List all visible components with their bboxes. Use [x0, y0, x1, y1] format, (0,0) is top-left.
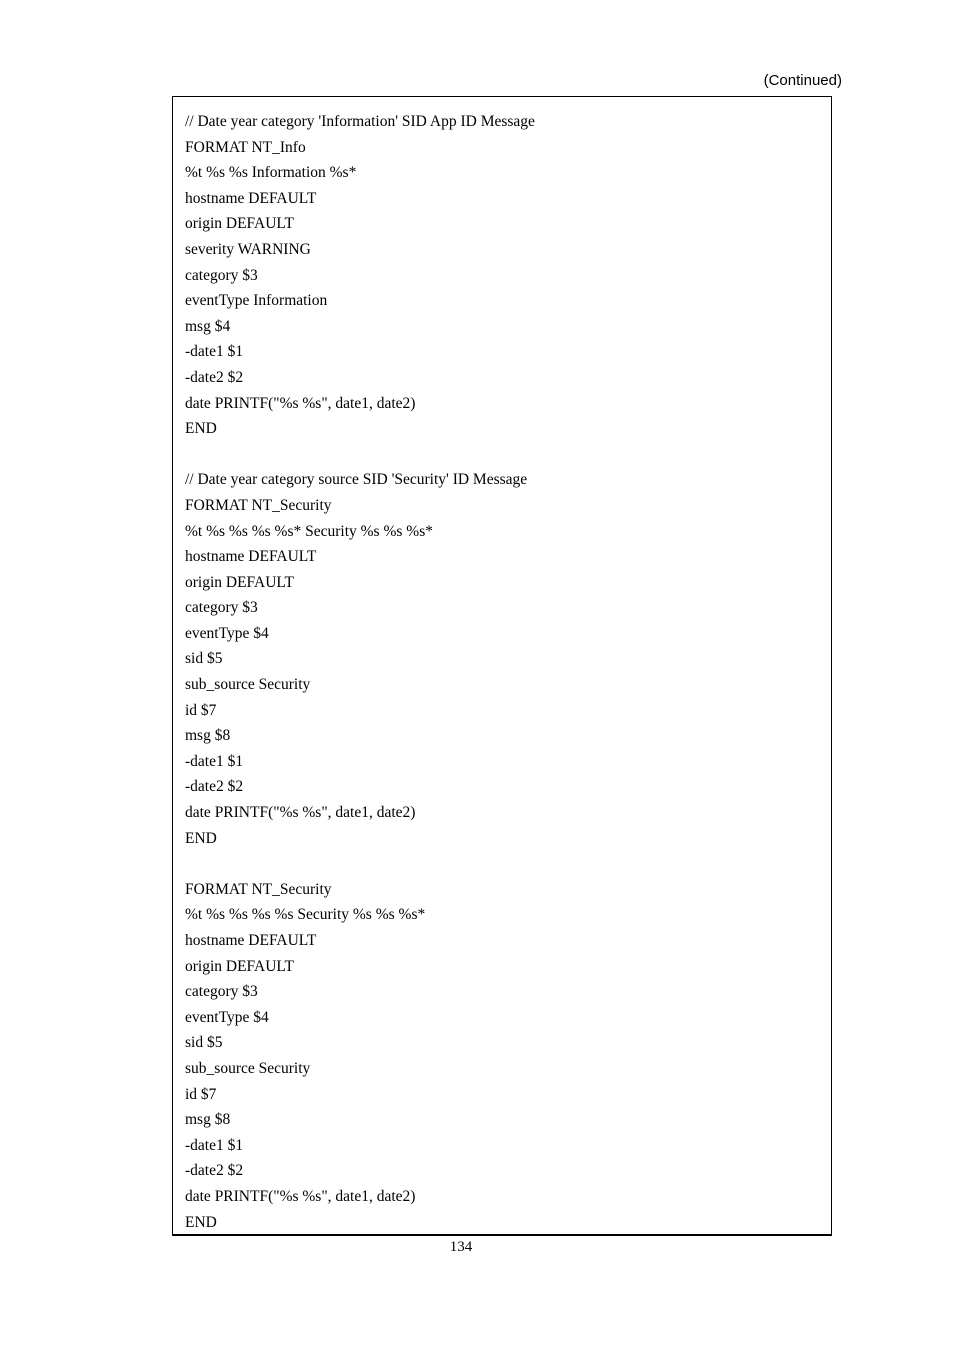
- code-line: -date2 $2: [185, 368, 244, 386]
- code-line: -date2 $2: [185, 1162, 244, 1180]
- code-line: sid $5: [185, 650, 223, 668]
- code-line: eventType $4: [185, 624, 269, 642]
- code-line: END: [185, 1213, 217, 1231]
- code-line: category $3: [185, 266, 258, 284]
- code-line: date PRINTF("%s %s", date1, date2): [185, 804, 416, 822]
- code-line: %t %s %s %s %s Security %s %s %s*: [185, 906, 426, 924]
- code-block: [172, 96, 832, 1236]
- code-line: // Date year category source SID 'Security' ID Message: [185, 471, 528, 489]
- code-line: %t %s %s %s %s* Security %s %s %s*: [185, 522, 433, 540]
- code-line: [185, 851, 535, 877]
- code-line: [185, 442, 535, 468]
- code-line: -date2 $2: [185, 778, 244, 796]
- code-line: FORMAT NT_Security: [185, 496, 332, 514]
- code-line: FORMAT NT_Security: [185, 880, 332, 898]
- code-line: date PRINTF("%s %s", date1, date2): [185, 394, 416, 412]
- code-line: eventType Information: [185, 292, 328, 310]
- code-line: FORMAT NT_Info: [185, 138, 306, 156]
- code-line: END: [185, 829, 217, 847]
- code-line: msg $8: [185, 727, 231, 745]
- code-line: END: [185, 420, 217, 438]
- code-line: origin DEFAULT: [185, 957, 294, 975]
- code-line: hostname DEFAULT: [185, 189, 317, 207]
- code-line: msg $8: [185, 1111, 231, 1129]
- code-line: eventType $4: [185, 1008, 269, 1026]
- code-line: -date1 $1: [185, 752, 244, 770]
- code-line: category $3: [185, 983, 258, 1001]
- code-line: origin DEFAULT: [185, 573, 294, 591]
- code-line: category $3: [185, 599, 258, 617]
- code-line: id $7: [185, 701, 217, 719]
- code-line: id $7: [185, 1085, 217, 1103]
- continued-label: (Continued): [763, 72, 842, 89]
- code-line: sub_source Security: [185, 676, 311, 694]
- code-line: origin DEFAULT: [185, 215, 294, 233]
- code-line: -date1 $1: [185, 1136, 244, 1154]
- code-lines: [185, 109, 535, 1235]
- code-line: -date1 $1: [185, 343, 244, 361]
- code-line: sid $5: [185, 1034, 223, 1052]
- code-line: hostname DEFAULT: [185, 932, 317, 949]
- code-line: hostname DEFAULT: [185, 548, 317, 566]
- page-number: 134: [449, 1239, 473, 1255]
- code-line: msg $4: [185, 317, 231, 335]
- code-line: // Date year category 'Information' SID App ID Message: [185, 113, 535, 130]
- code-line: date PRINTF("%s %s", date1, date2): [185, 1187, 416, 1205]
- code-line: %t %s %s Information %s*: [185, 164, 357, 182]
- code-line: sub_source Security: [185, 1059, 311, 1077]
- code-line: severity WARNING: [185, 240, 311, 258]
